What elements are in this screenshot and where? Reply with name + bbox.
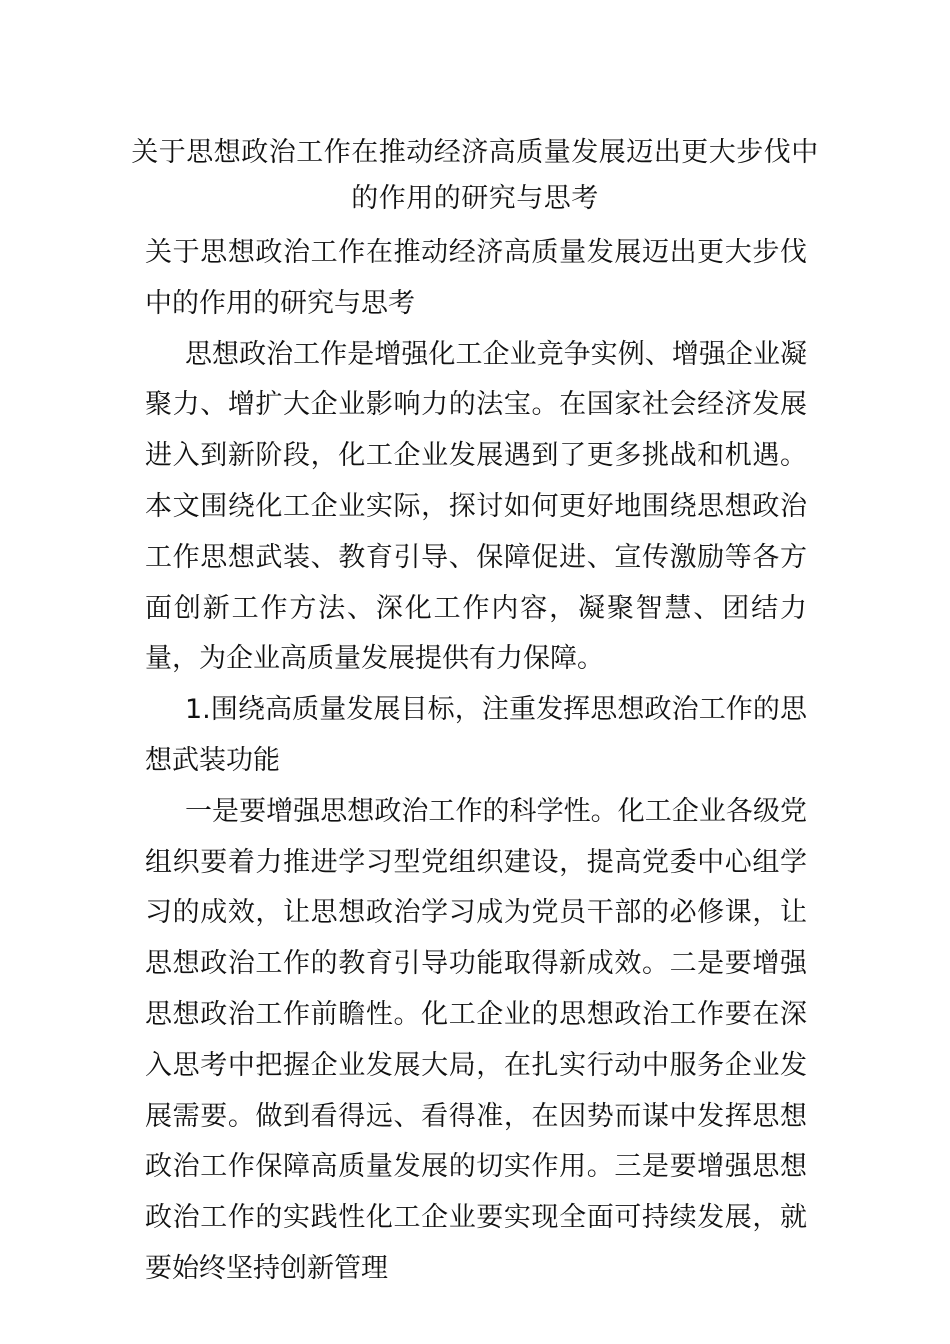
subtitle-paragraph: 关于思想政治工作在推动经济高质量发展迈出更大步伐中的作用的研究与思考 [145, 237, 807, 319]
section-heading: 1.围绕高质量发展目标，注重发挥思想政治工作的思想武装功能 [145, 694, 807, 776]
intro-paragraph: 思想政治工作是增强化工企业竞争实例、增强企业凝聚力、增扩大企业影响力的法宝。在国家社会经济发展进入到新阶段，化工企业发展遇到了更多挑战和机遇。本文围绕化工企业实际，探讨如何更好地围绕思想政治工作思想武装、教育引导、保障促进、宣传激励等各方面创新工作方法、深化工作内容，凝聚智慧、团结力量，为企业高质量发展提供有力保障。 [145, 338, 807, 675]
document-body [145, 228, 807, 1295]
section-paragraph: 一是要增强思想政治工作的科学性。化工企业各级党组织要着力推进学习型党组织建设，提高党委中心组学习的成效，让思想政治学习成为党员干部的必修课，让思想政治工作的教育引导功能取得新成效。二是要增强思想政治工作前瞻性。化工企业的思想政治工作要在深入思考中把握企业发展大局，在扎实行动中服务企业发展需要。做到看得远、看得准，在因势而谋中发挥思想政治工作保障高质量发展的切实作用。三是要增强思想政治工作的实践性化工企业要实现全面可持续发展，就要始终坚持创新管理 [145, 795, 807, 1284]
document-title: 关于思想政治工作在推动经济高质量发展迈出更大步伐中的作用的研究与思考 [131, 137, 819, 214]
